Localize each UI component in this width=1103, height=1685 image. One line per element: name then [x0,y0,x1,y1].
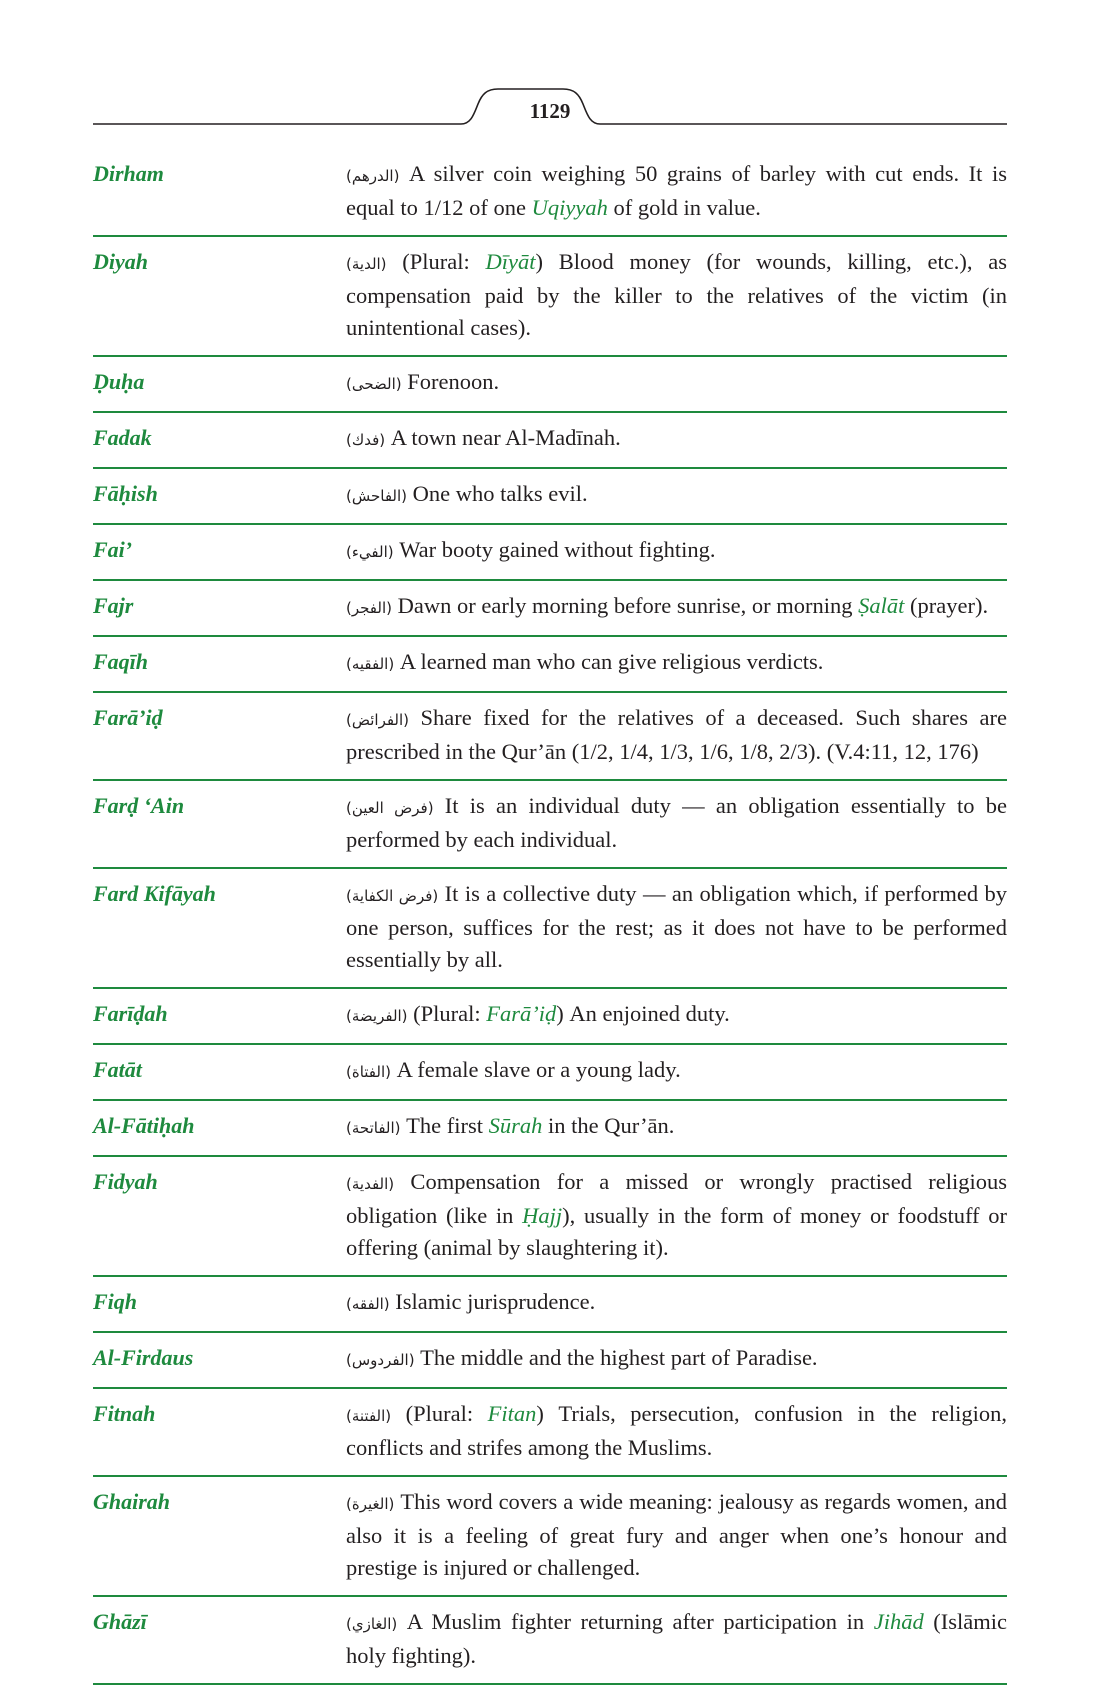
glossary-definition [346,1342,1007,1376]
glossary-entry [93,581,1007,637]
glossary-definition [346,534,1007,568]
glossary-term: Fiqh [93,1289,138,1314]
italic-term: Farā’iḍ [486,1001,557,1026]
italic-term: Dīyāt [485,249,536,274]
definition-text: It is an individual duty — an obligation essentially to be performed by each individual. [346,793,1007,852]
definition-text: of gold in value. [607,195,761,220]
arabic-term: (الفقيه) [346,655,395,673]
arabic-term: (الغيرة) [346,1495,395,1513]
glossary-entry [93,1045,1007,1101]
glossary-term: Fitnah [93,1401,156,1426]
glossary-term: Al-Firdaus [93,1345,194,1370]
definition-text: One who talks evil. [407,481,588,506]
glossary-definition [346,1166,1007,1264]
arabic-term: (الدية) [346,255,387,273]
glossary-definition [346,422,1007,456]
glossary-entry [93,357,1007,413]
glossary-definition [346,1054,1007,1088]
glossary-definition [346,1606,1007,1672]
definition-text: A learned man who can give religious verdicts. [394,649,824,674]
definition-text: A female slave or a young lady. [391,1057,681,1082]
definition-text: Compensation for a missed or wrongly practised religious obligation (like in [346,1169,1007,1228]
glossary-entry [93,693,1007,781]
arabic-term: (الفقه) [346,1295,390,1313]
glossary-entry [93,1157,1007,1277]
glossary-term: Fai’ [93,537,133,562]
arabic-term: (فدك) [346,431,386,449]
glossary-entry [93,1597,1007,1685]
arabic-term: (الفجر) [346,599,392,617]
definition-text: ) Blood money (for wounds, killing, etc.), as compensation paid by the killer to the relatives of the victim (in unintentional cases). [346,249,1007,340]
italic-term: Sūrah [488,1113,543,1138]
glossary-entry [93,1389,1007,1477]
definition-text: Islamic jurisprudence. [389,1289,596,1314]
definition-text: The first [400,1113,489,1138]
definition-text: in the Qur’ān. [542,1113,675,1138]
glossary-term: Farḍ ‘Ain [93,793,185,818]
arabic-term: (الفردوس) [346,1351,415,1369]
definition-text: Dawn or early morning before sunrise, or morning [392,593,859,618]
glossary-term: Fajr [93,593,134,618]
definition-text: ) An enjoined duty. [556,1001,730,1026]
arabic-term: (الفتاة) [346,1063,391,1081]
glossary-term: Farīḍah [93,1001,168,1026]
glossary-definition [346,478,1007,512]
glossary-definition [346,590,1007,624]
arabic-term: (الدرهم) [346,167,400,185]
definition-text: (Plural: [386,249,486,274]
italic-term: Ṣalāt [858,593,905,618]
glossary-term: Ghāzī [93,1609,147,1634]
glossary-definition [346,1486,1007,1584]
glossary-definition [346,790,1007,856]
page-number: 1129 [529,99,571,123]
glossary-term: Fard Kifāyah [93,881,216,906]
definition-text: Share fixed for the relatives of a deceased. Such shares are prescribed in the Qur’ān (1/2, 1/4, 1/3, 1/6, 1/8, 2/3). (V.4:11, 12, 176) [346,705,1007,764]
definition-text: A Muslim fighter returning after participation in [397,1609,874,1634]
glossary-term: Fatāt [93,1057,142,1082]
glossary-entry [93,1277,1007,1333]
italic-term: Jihād [873,1609,924,1634]
glossary-term: Al-Fātiḥah [93,1113,195,1138]
glossary-definition [346,702,1007,768]
glossary-entry [93,1477,1007,1597]
glossary-entry [93,525,1007,581]
definition-text: Forenoon. [401,369,500,394]
glossary-term: Ghairah [93,1489,171,1514]
arabic-term: (الفريضة) [346,1007,408,1025]
italic-term: Ḥajj [522,1203,563,1228]
glossary-entry [93,1333,1007,1389]
glossary-term: Diyah [93,249,148,274]
arabic-term: (الغازي) [346,1615,398,1633]
glossary-entry [93,149,1007,237]
definition-text: (Plural: [391,1401,488,1426]
glossary-entry [93,637,1007,693]
definition-text: The middle and the highest part of Paradise. [414,1345,818,1370]
glossary-definition [346,1110,1007,1144]
glossary-term: Fadak [93,425,152,450]
definition-text: ) Trials, persecution, confusion in the religion, conflicts and strifes among the Muslims. [346,1401,1007,1460]
definition-text: A town near Al-Madīnah. [385,425,621,450]
definition-text: ), usually in the form of money or foodstuff or offering (animal by slaughtering it). [346,1203,1007,1260]
arabic-term: (الفرائض) [346,711,410,729]
glossary-entry [93,989,1007,1045]
italic-term: Fitan [487,1401,537,1426]
glossary-definition [346,366,1007,400]
glossary-definition [346,646,1007,680]
glossary-term: Farā’iḍ [93,705,163,730]
arabic-term: (فرض الكفاية) [346,887,439,905]
glossary-entry [93,781,1007,869]
glossary-term: Ḍuḥa [93,369,145,394]
glossary-entry [93,1101,1007,1157]
glossary-term: Faqīh [93,649,149,674]
glossary-definition [346,998,1007,1032]
arabic-term: (الفاتحة) [346,1119,401,1137]
glossary-definition [346,158,1007,224]
glossary-entry [93,413,1007,469]
italic-term: Uqiyyah [531,195,608,220]
glossary-term: Fidyah [93,1169,158,1194]
arabic-term: (الفيء) [346,543,394,561]
glossary-definition [346,878,1007,976]
arabic-term: (الفدية) [346,1175,395,1193]
glossary-entry [93,869,1007,989]
arabic-term: (الفتنة) [346,1407,392,1425]
glossary-definition [346,246,1007,344]
definition-text: A silver coin weighing 50 grains of barley with cut ends. It is equal to 1/12 of one [346,161,1007,220]
glossary-entry [93,469,1007,525]
definition-text: War booty gained without fighting. [393,537,716,562]
glossary-table [93,149,1007,1685]
definition-text: This word covers a wide meaning: jealousy as regards women, and also it is a feeling of great fury and anger when one’s honour and prestige is injured or challenged. [346,1489,1007,1580]
glossary-definition [346,1398,1007,1464]
arabic-term: (الفاحش) [346,487,407,505]
definition-text: (Islāmic holy fighting). [346,1609,1007,1668]
page-header [93,88,1007,134]
definition-text: It is a collective duty — an obligation which, if performed by one person, suffices for the rest; as it does not have to be performed essentially by all. [346,881,1007,972]
glossary-term: Fāḥish [93,481,158,506]
glossary-entry [93,237,1007,357]
arabic-term: (الضحى) [346,375,402,393]
glossary-definition [346,1286,1007,1320]
arabic-term: (فرض العين) [346,799,434,817]
definition-text: (Plural: [407,1001,487,1026]
definition-text: (prayer). [904,593,989,618]
glossary-term: Dirham [93,161,164,186]
